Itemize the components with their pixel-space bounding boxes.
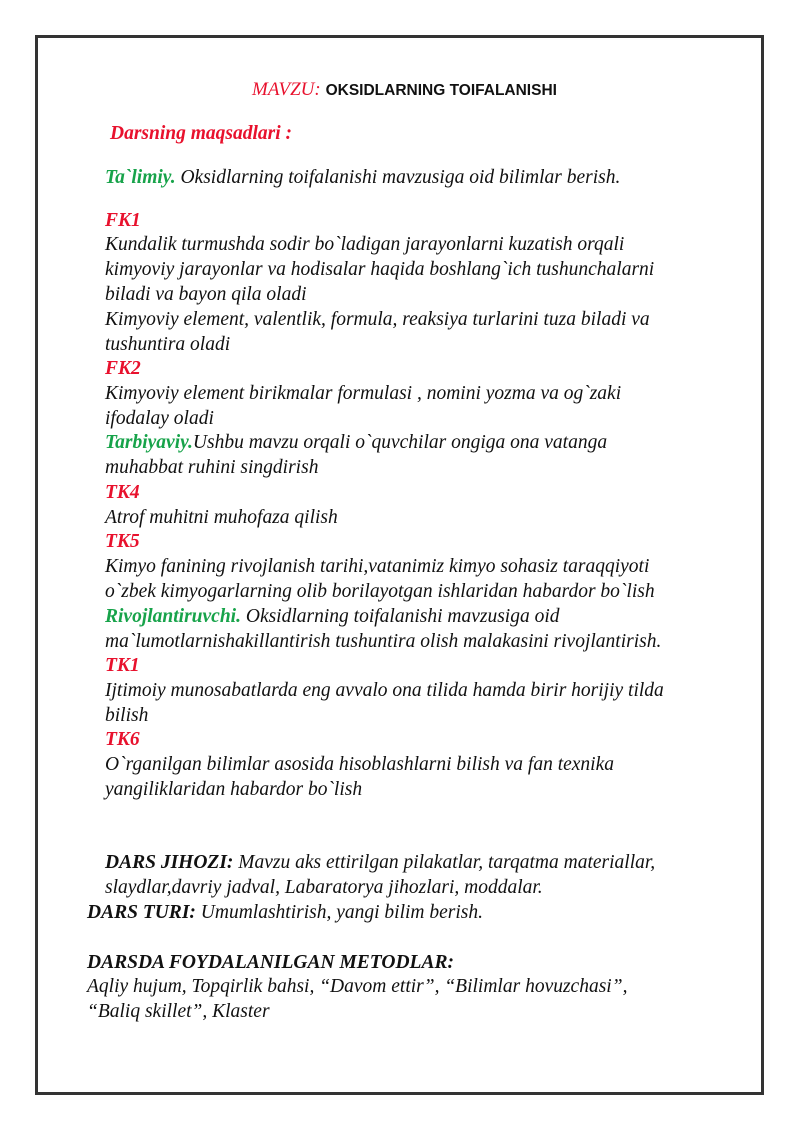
fk1-code: FK1 (105, 210, 141, 231)
talimiy-label: Ta`limiy. (105, 167, 176, 188)
fk2-code: FK2 (105, 358, 141, 379)
tk1-line-2: bilish (105, 705, 149, 726)
dars-jihozi-label: DARS JIHOZI: (105, 852, 234, 873)
talimiy-text: Oksidlarning toifalanishi mavzusiga oid bilimlar berish. (175, 167, 621, 188)
page-title (252, 80, 557, 100)
dars-jihozi-line (105, 853, 655, 873)
metodlar-line-1: Aqliy hujum, Topqirlik bahsi, “Davom ettir”, “Bilimlar hovuzchasi”, (87, 976, 628, 997)
tk5-line-2: o`zbek kimyogarlarning olib borilayotgan ishlaridan habardor bo`lish (105, 581, 655, 602)
dars-jihozi-text: Mavzu aks ettirilgan pilakatlar, tarqatma materiallar, (233, 852, 656, 873)
tk5-line-1: Kimyo fanining rivojlanish tarihi,vatanimiz kimyo sohasiz taraqqiyoti (105, 556, 650, 577)
tk6-code: TK6 (105, 729, 140, 750)
rivojlantiruvchi-line-2: ma`lumotlarnishakillantirish tushuntira olish malakasini rivojlantirish. (105, 631, 662, 652)
title-label: MAVZU: (252, 79, 321, 100)
tarbiyaviy-line-2: muhabbat ruhini singdirish (105, 457, 319, 478)
tarbiyaviy-text: Ushbu mavzu orqali o`quvchilar ongiga ona vatanga (192, 432, 608, 453)
tk6-line-1: O`rganilgan bilimlar asosida hisoblashlarni bilish va fan texnika (105, 754, 614, 775)
rivojlantiruvchi-label: Rivojlantiruvchi. (105, 606, 241, 627)
rivojlantiruvchi-text: Oksidlarning toifalanishi mavzusiga oid (240, 606, 560, 627)
metodlar-heading: DARSDA FOYDALANILGAN METODLAR: (87, 952, 454, 973)
tarbiyaviy-line (105, 433, 607, 453)
tk4-code: TK4 (105, 482, 140, 503)
dars-jihozi-line-2: slaydlar,davriy jadval, Labaratorya jihozlari, moddalar. (105, 877, 543, 898)
title-text: OKSIDLARNING TOIFALANISHI (325, 82, 557, 99)
tk4-line-1: Atrof muhitni muhofaza qilish (105, 507, 338, 528)
dars-turi-line (87, 903, 483, 923)
fk1-line-2: kimyoviy jarayonlar va hodisalar haqida boshlang`ich tushunchalarni (105, 259, 655, 280)
tarbiyaviy-label: Tarbiyaviy. (105, 432, 193, 453)
fk1-line-5: tushuntira oladi (105, 334, 231, 355)
fk1-line-1: Kundalik turmushda sodir bo`ladigan jarayonlarni kuzatish orqali (105, 234, 625, 255)
fk2-line-2: ifodalay oladi (105, 408, 214, 429)
fk1-line-3: biladi va bayon qila oladi (105, 284, 307, 305)
tk5-code: TK5 (105, 531, 140, 552)
tk1-line-1: Ijtimoiy munosabatlarda eng avvalo ona tilida hamda birir horijiy tilda (105, 680, 664, 701)
objectives-heading: Darsning maqsadlari : (110, 123, 293, 144)
fk2-line-1: Kimyoviy element birikmalar formulasi , nomini yozma va og`zaki (105, 383, 622, 404)
fk1-line-4: Kimyoviy element, valentlik, formula, reaksiya turlarini tuza biladi va (105, 309, 650, 330)
rivojlantiruvchi-line (105, 607, 560, 627)
tk1-code: TK1 (105, 655, 140, 676)
dars-turi-label: DARS TURI: (87, 902, 196, 923)
tk6-line-2: yangiliklaridan habardor bo`lish (105, 779, 363, 800)
talimiy-line (105, 168, 620, 188)
metodlar-line-2: “Baliq skillet”, Klaster (87, 1001, 270, 1022)
dars-turi-text: Umumlashtirish, yangi bilim berish. (195, 902, 483, 923)
